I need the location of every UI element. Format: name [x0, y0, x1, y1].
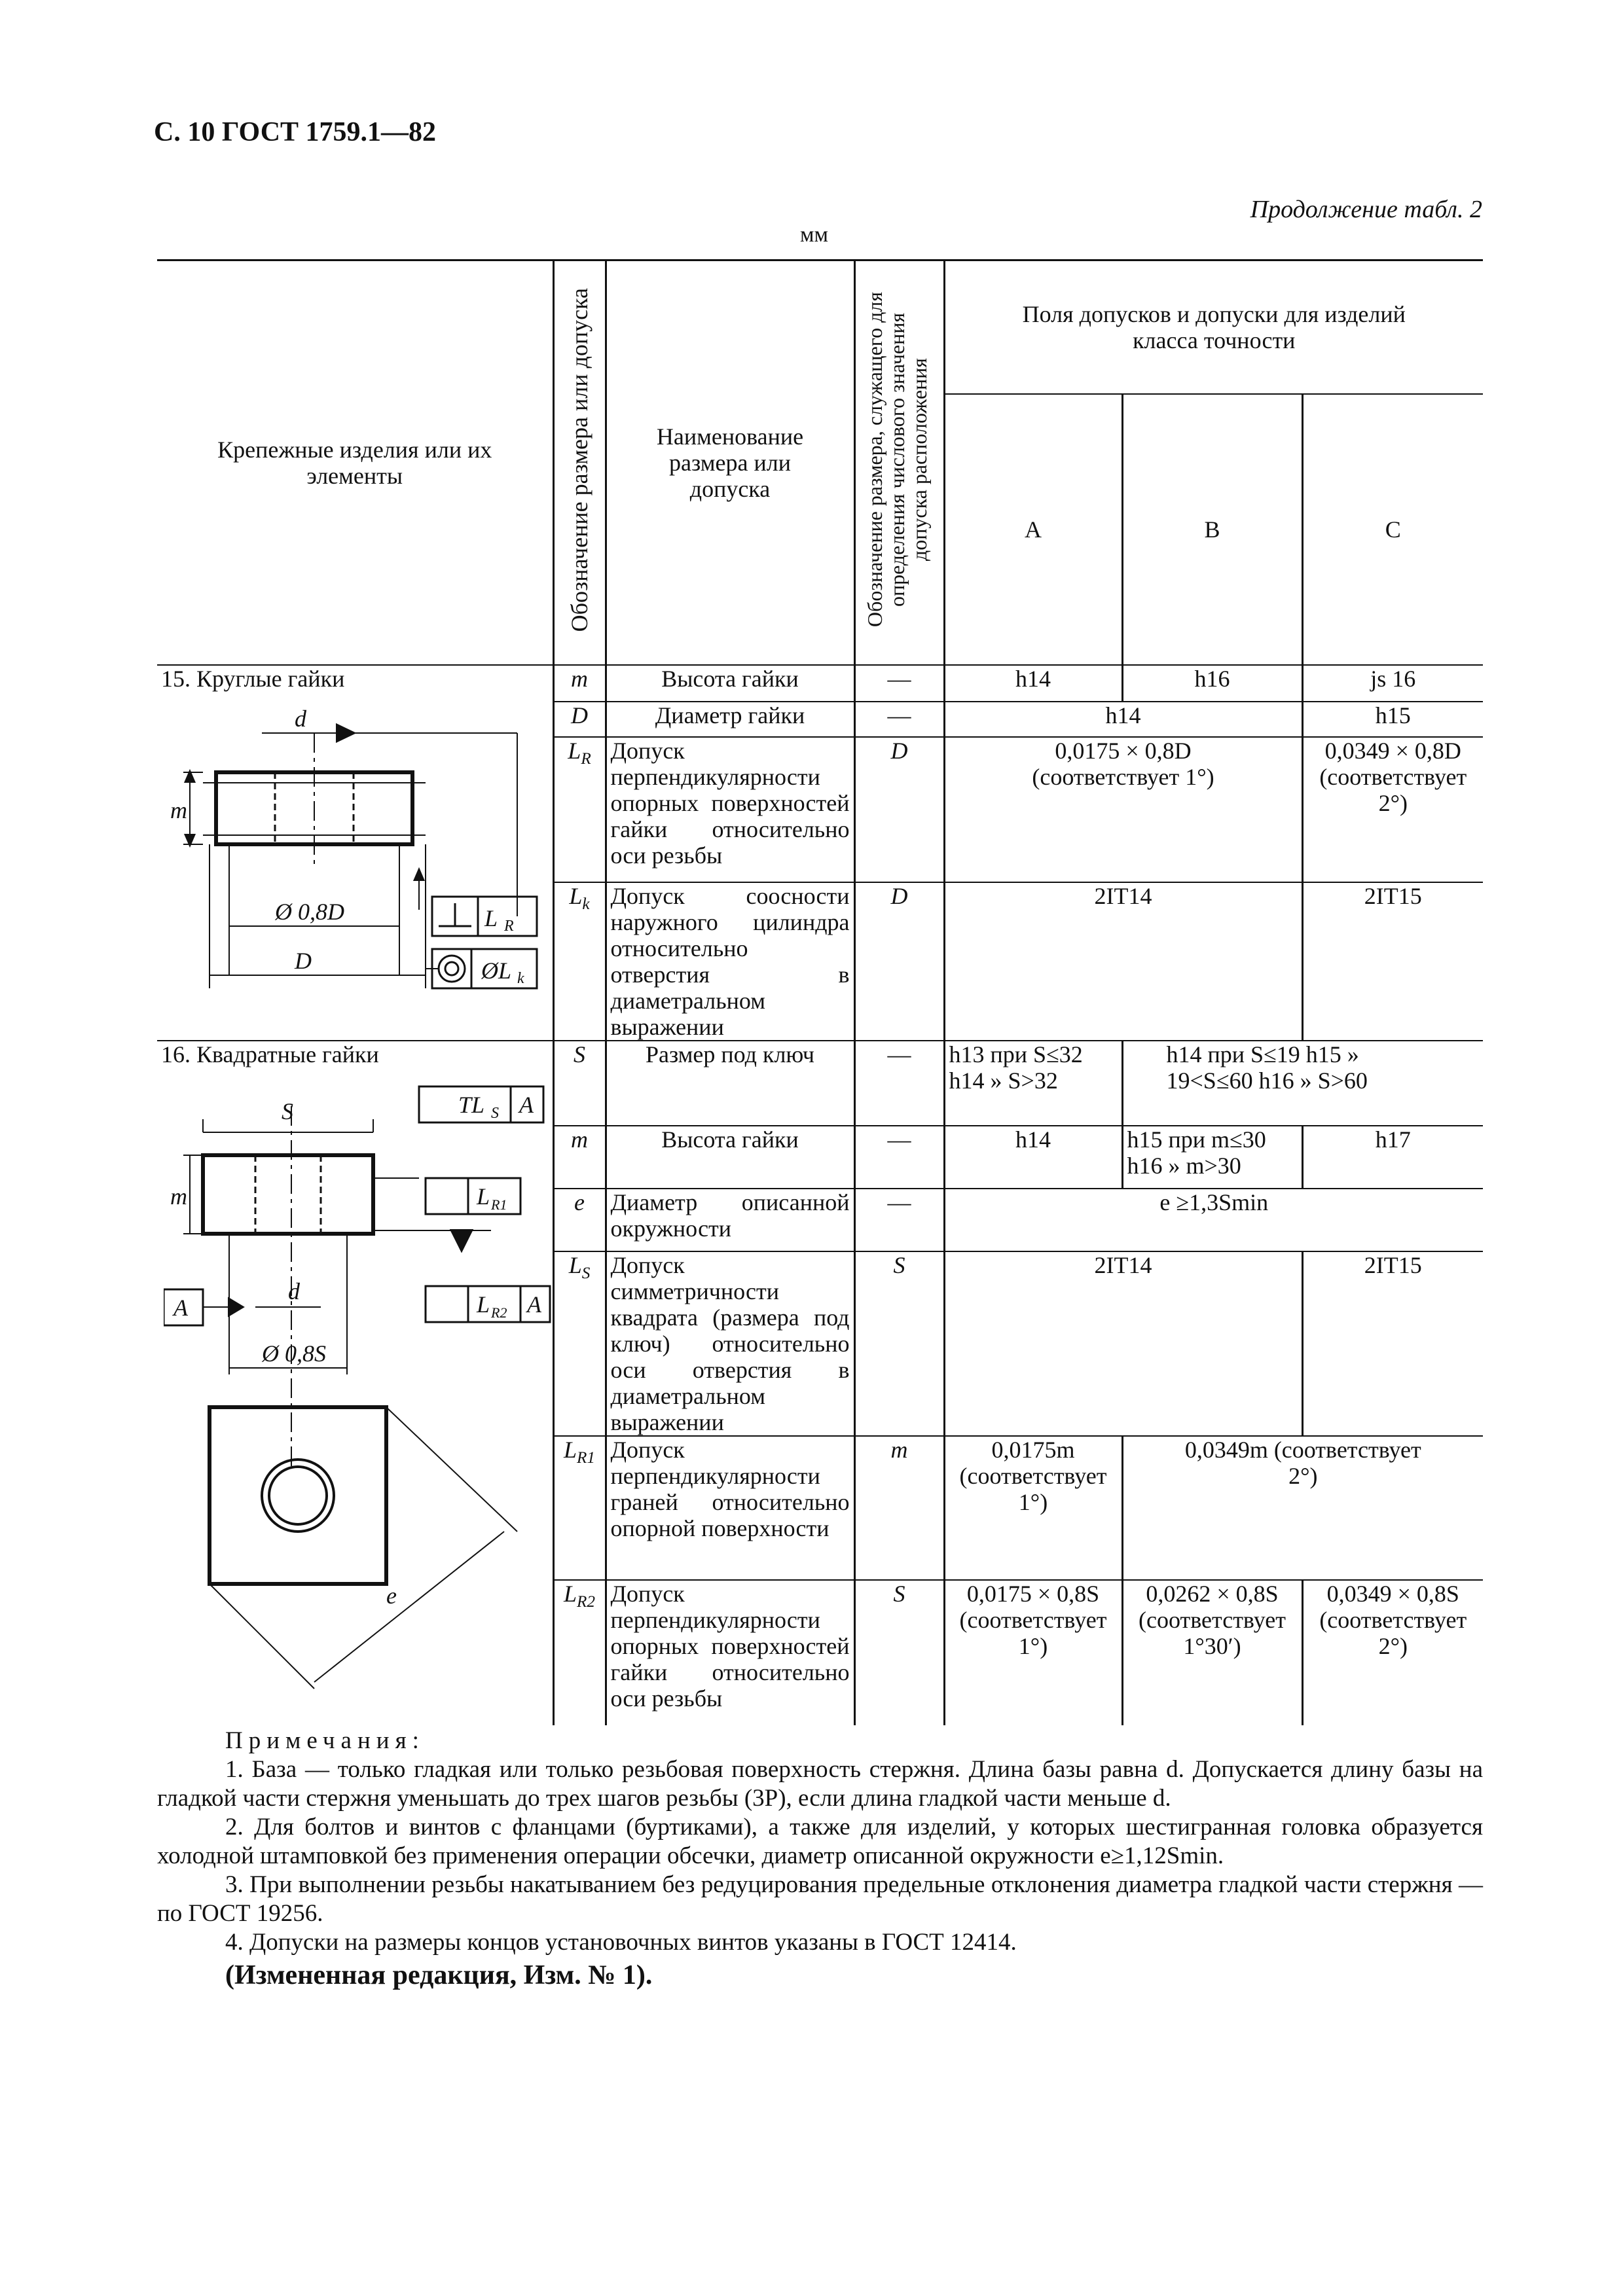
s15-r4-name: Допуск соосности наружного цилиндра относительно отверстия в диаметральном выражении	[606, 882, 854, 1041]
page-header: С. 10 ГОСТ 1759.1—82	[154, 117, 437, 147]
s16-r3-name: Диаметр описанной окружности	[606, 1189, 854, 1251]
s16-r1-bc: h14 при S≤19 h15 » 19<S≤60 h16 » S>60	[1122, 1041, 1483, 1126]
s16-r4-sym: $L_S$	[553, 1251, 606, 1436]
s15-r2-ab: h14	[944, 702, 1302, 737]
s16-r6-a: 0,0175 × 0,8S (соответствует 1°)	[944, 1580, 1122, 1725]
s15-r3-c: 0,0349 × 0,8D (соответствует 2°)	[1302, 737, 1483, 882]
s15-r3-name: Допуск перпендикулярности опорных поверхностей гайки относительно оси резьбы	[606, 737, 854, 882]
dim-D-label: D	[295, 948, 312, 974]
lr1-label: L	[477, 1183, 490, 1210]
notes	[157, 1727, 1483, 1990]
s15-r4-sym: $L_k$	[553, 882, 606, 1041]
lr2-label: L	[477, 1291, 490, 1318]
note-2: 2. Для болтов и винтов с фланцами (буртиками), а также для изделий, у которых шестигранная головка образуется холодной штамповкой без применения операции обсечки, диаметр описанной окружности e≥1,12Smin.	[157, 1814, 1483, 1869]
s16-r6-c: 0,0349 × 0,8S (соответствует 2°)	[1302, 1580, 1483, 1725]
s16-r1-base: —	[854, 1041, 944, 1126]
dim-m-label: m	[170, 797, 187, 823]
s16-r3-base: —	[854, 1189, 944, 1251]
s16-r1-name: Размер под ключ	[606, 1041, 854, 1126]
notes-title: Примечания:	[225, 1727, 425, 1754]
s15-r1-name: Высота гайки	[606, 665, 854, 702]
lk-sub: k	[517, 970, 524, 987]
units-label: мм	[800, 223, 829, 247]
header-base: Обозначение размера, служащего для определения числового значения допуска расположения	[854, 260, 944, 665]
s15-r1-sym: m	[553, 665, 606, 702]
table-continuation: Продолжение табл. 2	[1250, 196, 1482, 223]
s16-r1-sym: S	[553, 1041, 606, 1126]
header-item: Крепежные изделия или их элементы	[157, 260, 553, 665]
dim-08D-label: Ø 0,8D	[275, 899, 344, 925]
s15-r4-base: D	[854, 882, 944, 1041]
lr1-sub: R1	[491, 1196, 507, 1213]
tls-sub: S	[491, 1105, 499, 1122]
dim-d-label: d	[295, 706, 306, 732]
lr2-sub: R2	[491, 1304, 507, 1321]
dim-d2-label: d	[288, 1278, 300, 1304]
lr-label: L	[484, 905, 498, 931]
s16-r4-ab: 2IT14	[944, 1251, 1302, 1436]
s16-r6-name: Допуск перпендикулярности опорных поверхностей гайки относительно оси резьбы	[606, 1580, 854, 1725]
s15-r3-sym: $L_R$	[553, 737, 606, 882]
s15-r4-c: 2IT15	[1302, 882, 1483, 1041]
s15-r1-b: h16	[1122, 665, 1302, 702]
header-class-c: С	[1302, 394, 1483, 665]
s16-r2-c: h17	[1302, 1126, 1483, 1189]
s16-r2-sym: m	[553, 1126, 606, 1189]
s16-r2-base: —	[854, 1126, 944, 1189]
header-classes: Поля допусков и допуски для изделий класса точности	[944, 260, 1483, 394]
s16-r1-a: h13 при S≤32 h14 » S>32	[944, 1041, 1122, 1126]
base-a-label-2: A	[527, 1291, 541, 1318]
s15-r2-name: Диаметр гайки	[606, 702, 854, 737]
lr-sub: R	[504, 918, 514, 935]
header-name: Наименование размера или допуска	[606, 260, 854, 665]
s15-r3-base: D	[854, 737, 944, 882]
s16-r6-b: 0,0262 × 0,8S (соответствует 1°30′)	[1122, 1580, 1302, 1725]
s15-r4-ab: 2IT14	[944, 882, 1302, 1041]
s15-r1-a: h14	[944, 665, 1122, 702]
s16-r2-a: h14	[944, 1126, 1122, 1189]
edition-note: (Измененная редакция, Изм. № 1).	[225, 1960, 653, 1990]
section-16-title: 16. Квадратные гайки	[161, 1041, 379, 1067]
section-15-title: 15. Круглые гайки	[161, 665, 345, 692]
lk-label: ØL	[481, 958, 512, 984]
s16-r2-name: Высота гайки	[606, 1126, 854, 1189]
s15-r2-sym: D	[553, 702, 606, 737]
note-3: 3. При выполнении резьбы накатыванием без редуцирования предельные отклонения диаметра гладкой части стержня — по ГОСТ 19256.	[157, 1871, 1483, 1927]
s16-r5-name: Допуск перпендикулярности граней относительно опорной поверхности	[606, 1436, 854, 1580]
header-designation: Обозначение размера или допуска	[553, 260, 606, 665]
header-class-a: А	[944, 394, 1122, 665]
s16-r5-a: 0,0175m (соответствует 1°)	[944, 1436, 1122, 1580]
note-4: 4. Допуски на размеры концов установочных винтов указаны в ГОСТ 12414.	[225, 1929, 1017, 1956]
s16-r2-b: h15 при m≤30 h16 » m>30	[1122, 1126, 1302, 1189]
s16-r6-sym: $L_{R2}$	[553, 1580, 606, 1725]
header-class-b: В	[1122, 394, 1302, 665]
s16-r6-base: S	[854, 1580, 944, 1725]
s16-r4-c: 2IT15	[1302, 1251, 1483, 1436]
s15-r1-c: js 16	[1302, 665, 1483, 702]
s15-r2-c: h15	[1302, 702, 1483, 737]
s15-r2-base: —	[854, 702, 944, 737]
note-1: 1. База — только гладкая или только резьбовая поверхность стержня. Длина базы равна d. Допускается длину базы на гладкой части стержня уменьшать до трех шагов резьбы (3P), если длина гладкой части меньше d.	[157, 1756, 1483, 1812]
round-nut-drawing	[164, 700, 550, 1001]
dim-e-label: e	[386, 1583, 397, 1609]
dim-s-label: S	[282, 1098, 293, 1124]
s15-r1-base: —	[854, 665, 944, 702]
tls-label: TL	[458, 1092, 485, 1118]
square-nut-drawing	[164, 1073, 556, 1702]
s15-r3-ab: 0,0175 × 0,8D (соответствует 1°)	[944, 737, 1302, 882]
s16-r4-name: Допуск симметричности квадрата (размера под ключ) относительно оси отверстия в диаметральном выражении	[606, 1251, 854, 1436]
base-a-label: A	[173, 1295, 188, 1321]
s16-r3-sym: e	[553, 1189, 606, 1251]
s16-r5-sym: $L_{R1}$	[553, 1436, 606, 1580]
base-a-label-top: A	[519, 1092, 534, 1118]
s16-r5-base: m	[854, 1436, 944, 1580]
dim-08S-label: Ø 0,8S	[262, 1340, 326, 1367]
s16-r5-bc: 0,0349m (соответствует 2°)	[1122, 1436, 1483, 1580]
dim-m2-label: m	[170, 1183, 187, 1210]
s16-r3-abc: e ≥1,3Smin	[944, 1189, 1483, 1251]
s16-r4-base: S	[854, 1251, 944, 1436]
